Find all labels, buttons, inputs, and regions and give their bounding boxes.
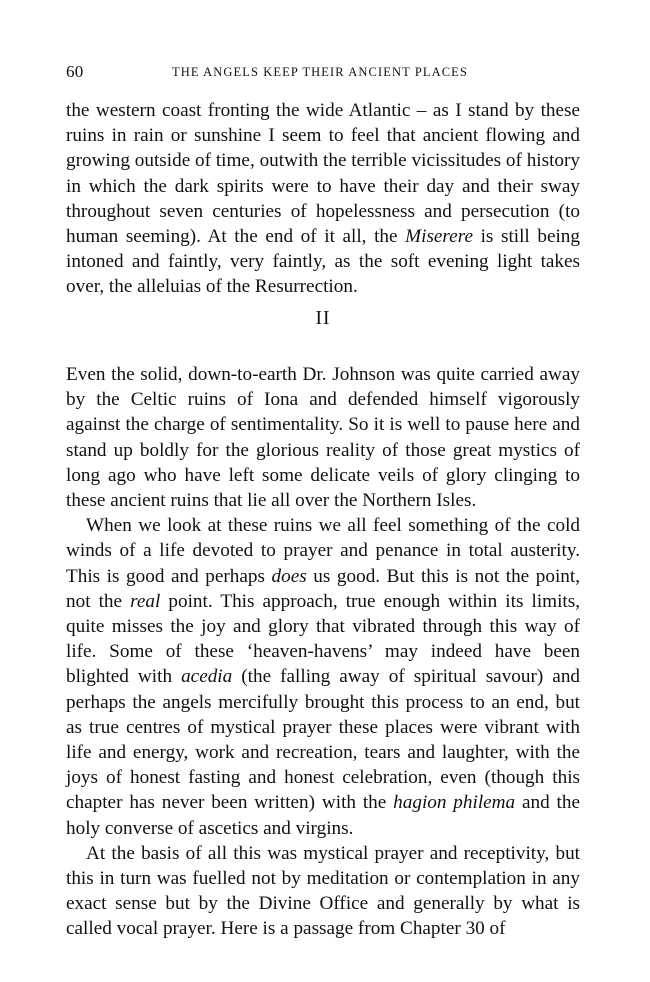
italic-term: does <box>271 565 307 587</box>
paragraph-text: us good. But this is not the point, not the <box>66 565 580 612</box>
paragraph-text: (the falling away of spiritual savour) and perhaps the angels mercifully brought this process to an end, but as true centres of mystical prayer these places were vibrant with life and energy, work and recreation, tears and laughter, with the joys of honest fasting and honest celebration, even (though this chapter has never been written) with the <box>66 666 581 814</box>
paragraph-text: is still being intoned and faintly, very faintly, as the soft evening light takes over, the alleluias of the Resurrection. <box>66 226 580 298</box>
paragraph-text: the western coast fronting the wide Atlantic – as I stand by these ruins in rain or sunshine I seem to feel that ancient flowing and growing outside of time, outwith the terrible vicissitudes of history in which the dark spirits were to have their day and their sway throughout seven centuries of hopelessness and persecution (to human seeming). At the end of it all, the <box>66 100 580 248</box>
paragraph-text: point. This approach, true enough within its limits, quite misses the joy and glory that vibrated through this way of life. Some of these ‘heaven-havens’ may indeed have been blighted with <box>66 590 580 688</box>
italic-term: Miserere <box>405 226 473 248</box>
italic-term: acedia <box>181 666 233 688</box>
running-title: THE ANGELS KEEP THEIR ANCIENT PLACES <box>172 65 468 79</box>
paragraph <box>66 513 580 841</box>
italic-term: hagion philema <box>393 792 516 814</box>
text-block-section-ii <box>66 362 580 942</box>
paragraph-continuation <box>66 98 580 300</box>
section-heading: II <box>315 308 331 329</box>
paragraph: Even the solid, down-to-earth Dr. Johnson was quite carried away by the Celtic ruins of Iona and defended himself vigorously against the charge of sentimentality. So it is well to pause here and stand up boldly for the glorious reality of those great mystics of long ago who have left some delicate veils of glory clinging to these ancient ruins that lie all over the Northern Isles. <box>66 364 580 512</box>
paragraph-text: and the holy converse of ascetics and virgins. <box>66 792 580 839</box>
running-head <box>66 62 580 86</box>
text-block-top <box>66 98 580 300</box>
paragraph: At the basis of all this was mystical prayer and receptivity, but this in turn was fuelled not by meditation or contemplation in any exact sense but by the Divine Office and generally by what is called vocal prayer. Here is a passage from Chapter 30 of <box>66 842 580 940</box>
italic-term: real <box>130 590 161 612</box>
paragraph-text: When we look at these ruins we all feel something of the cold winds of a life devoted to prayer and penance in total austerity. This is good and perhaps <box>66 515 580 587</box>
page-number: 60 <box>66 62 84 81</box>
